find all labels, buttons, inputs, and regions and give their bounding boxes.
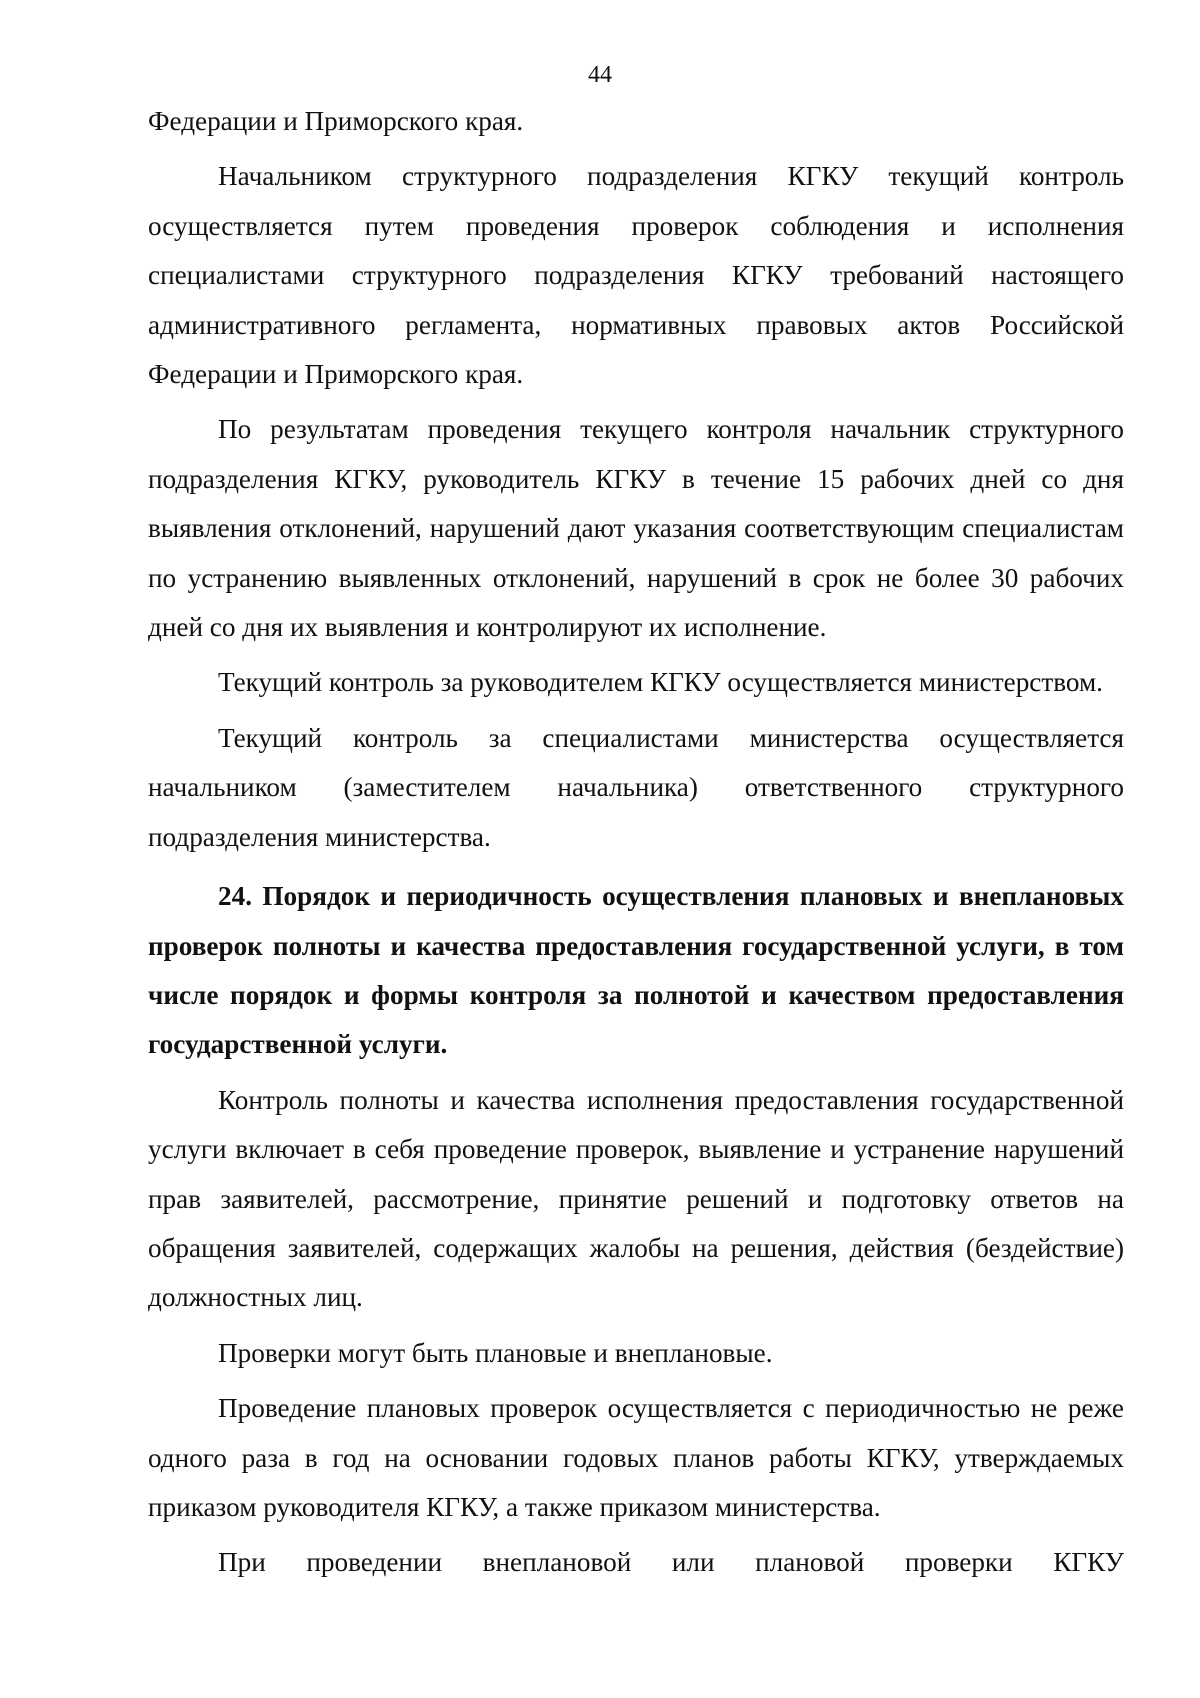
paragraph: Текущий контроль за специалистами министерства осуществляется начальником (заместителем начальника) ответственного структурного подразделения министерства. bbox=[148, 722, 1124, 852]
page-number: 44 bbox=[588, 62, 612, 88]
document-body bbox=[148, 97, 1124, 1588]
paragraph: По результатам проведения текущего контроля начальник структурного подразделения КГКУ, руководитель КГКУ в течение 15 рабочих дней со дня выявления отклонений, нарушений дают указания соответствующим специалистам по устранению выявленных отклонений, нарушений в срок не более 30 рабочих дней со дня их выявления и контролируют их исполнение. bbox=[148, 414, 1124, 643]
paragraph: Проверки могут быть плановые и внеплановые. bbox=[218, 1337, 773, 1368]
paragraph-continuation: Федерации и Приморского края. bbox=[148, 106, 524, 136]
paragraph: Текущий контроль за руководителем КГКУ осуществляется министерством. bbox=[218, 667, 1103, 698]
paragraph: Контроль полноты и качества исполнения предоставления государственной услуги включает в себя проведение проверок, выявление и устранение нарушений прав заявителей, рассмотрение, принятие решений и подготовку ответов на обращения заявителей, содержащих жалобы на решения, действия (бездействие) должностных лиц. bbox=[148, 1084, 1124, 1313]
paragraph-continues: При проведении внеплановой или плановой проверки КГКУ bbox=[218, 1547, 1124, 1578]
section-heading: 24. Порядок и периодичность осуществления плановых и внеплановых проверок полноты и качества предоставления государственной услуги, в том числе порядок и формы контроля за полнотой и качеством предоставления государственной услуги. bbox=[148, 881, 1124, 1060]
paragraph: Начальником структурного подразделения КГКУ текущий контроль осуществляется путем проведения проверок соблюдения и исполнения специалистами структурного подразделения КГКУ требований настоящего административного регламента, нормативных правовых актов Российской Федерации и Приморского края. bbox=[148, 161, 1124, 390]
paragraph: Проведение плановых проверок осуществляется с периодичностью не реже одного раза в год на основании годовых планов работы КГКУ, утверждаемых приказом руководителя КГКУ, а также приказом министерства. bbox=[148, 1393, 1124, 1522]
